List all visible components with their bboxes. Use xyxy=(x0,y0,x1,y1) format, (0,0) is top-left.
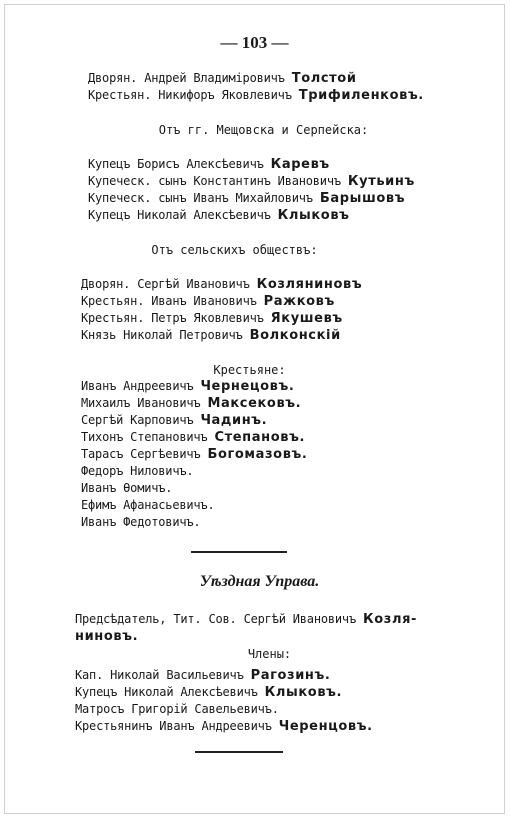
list-item: Дворян. Андрей Владиміровичъ Толстой xyxy=(88,71,357,86)
list-item: Михаилъ Ивановичъ Максековъ. xyxy=(81,396,302,411)
section-title-uprava: Уѣздная Управа. xyxy=(199,573,320,590)
list-item: Дворян. Сергѣй Ивановичъ Козляниновъ xyxy=(81,277,363,292)
divider-rule-bottom xyxy=(195,751,283,753)
list-item: Купецъ Николай Алексѣевичъ Клыковъ xyxy=(88,208,350,223)
list-item: Крестьян. Никифоръ Яковлевичъ Трифиленковъ. xyxy=(88,88,424,103)
list-item: Ефимъ Афанасьевичъ. xyxy=(81,498,215,512)
page-number: — 103 — xyxy=(220,33,289,52)
list-item: Сергѣй Карповичъ Чадинъ. xyxy=(81,413,268,428)
list-item: Матросъ Григорій Савельевичъ. xyxy=(75,702,279,716)
list-item: Купеческ. сынъ Константинъ Ивановичъ Кутьинъ xyxy=(88,174,415,189)
list-item: Иванъ Ѳомичъ. xyxy=(81,481,173,495)
list-item: Крестьян. Петръ Яковлевичъ Якушевъ xyxy=(81,311,343,326)
list-item: Крестьянинъ Иванъ Андреевичъ Черенцовъ. xyxy=(75,719,373,734)
list-item: Тарасъ Сергѣевичъ Богомазовъ. xyxy=(81,447,308,462)
list-item: Купеческ. сынъ Иванъ Михайловичъ Барышовъ xyxy=(88,191,406,206)
chairman-line-continued: ниновъ. xyxy=(75,629,139,644)
section-heading-members: Члены: xyxy=(247,647,292,661)
document-page xyxy=(4,4,505,814)
chairman-line: Предсѣдатель, Тит. Сов. Сергѣй Ивановичъ Козля- xyxy=(75,612,418,627)
list-item: Кап. Николай Васильевичъ Рагозинъ. xyxy=(75,668,331,683)
list-item: Федоръ Ниловичъ. xyxy=(81,464,194,478)
list-item: Купецъ Николай Алексѣевичъ Клыковъ. xyxy=(75,685,343,700)
section-heading-rural: Отъ сельскихъ обществъ: xyxy=(151,243,318,257)
list-item: Купецъ Борисъ Алексѣевичъ Каревъ xyxy=(88,157,330,172)
section-heading-mesh: Отъ гг. Мещовска и Серпейска: xyxy=(158,123,369,137)
section-heading-peasants: Крестьяне: xyxy=(213,363,286,377)
list-item: Князь Николай Петровичъ Волконскій xyxy=(81,328,341,343)
list-item: Тихонъ Степановичъ Степановъ. xyxy=(81,430,305,445)
list-item: Крестьян. Иванъ Ивановичъ Ражковъ xyxy=(81,294,335,309)
list-item: Иванъ Федотовичъ. xyxy=(81,515,201,529)
list-item: Иванъ Андреевичъ Чернецовъ. xyxy=(81,379,295,394)
divider-rule xyxy=(191,551,287,553)
